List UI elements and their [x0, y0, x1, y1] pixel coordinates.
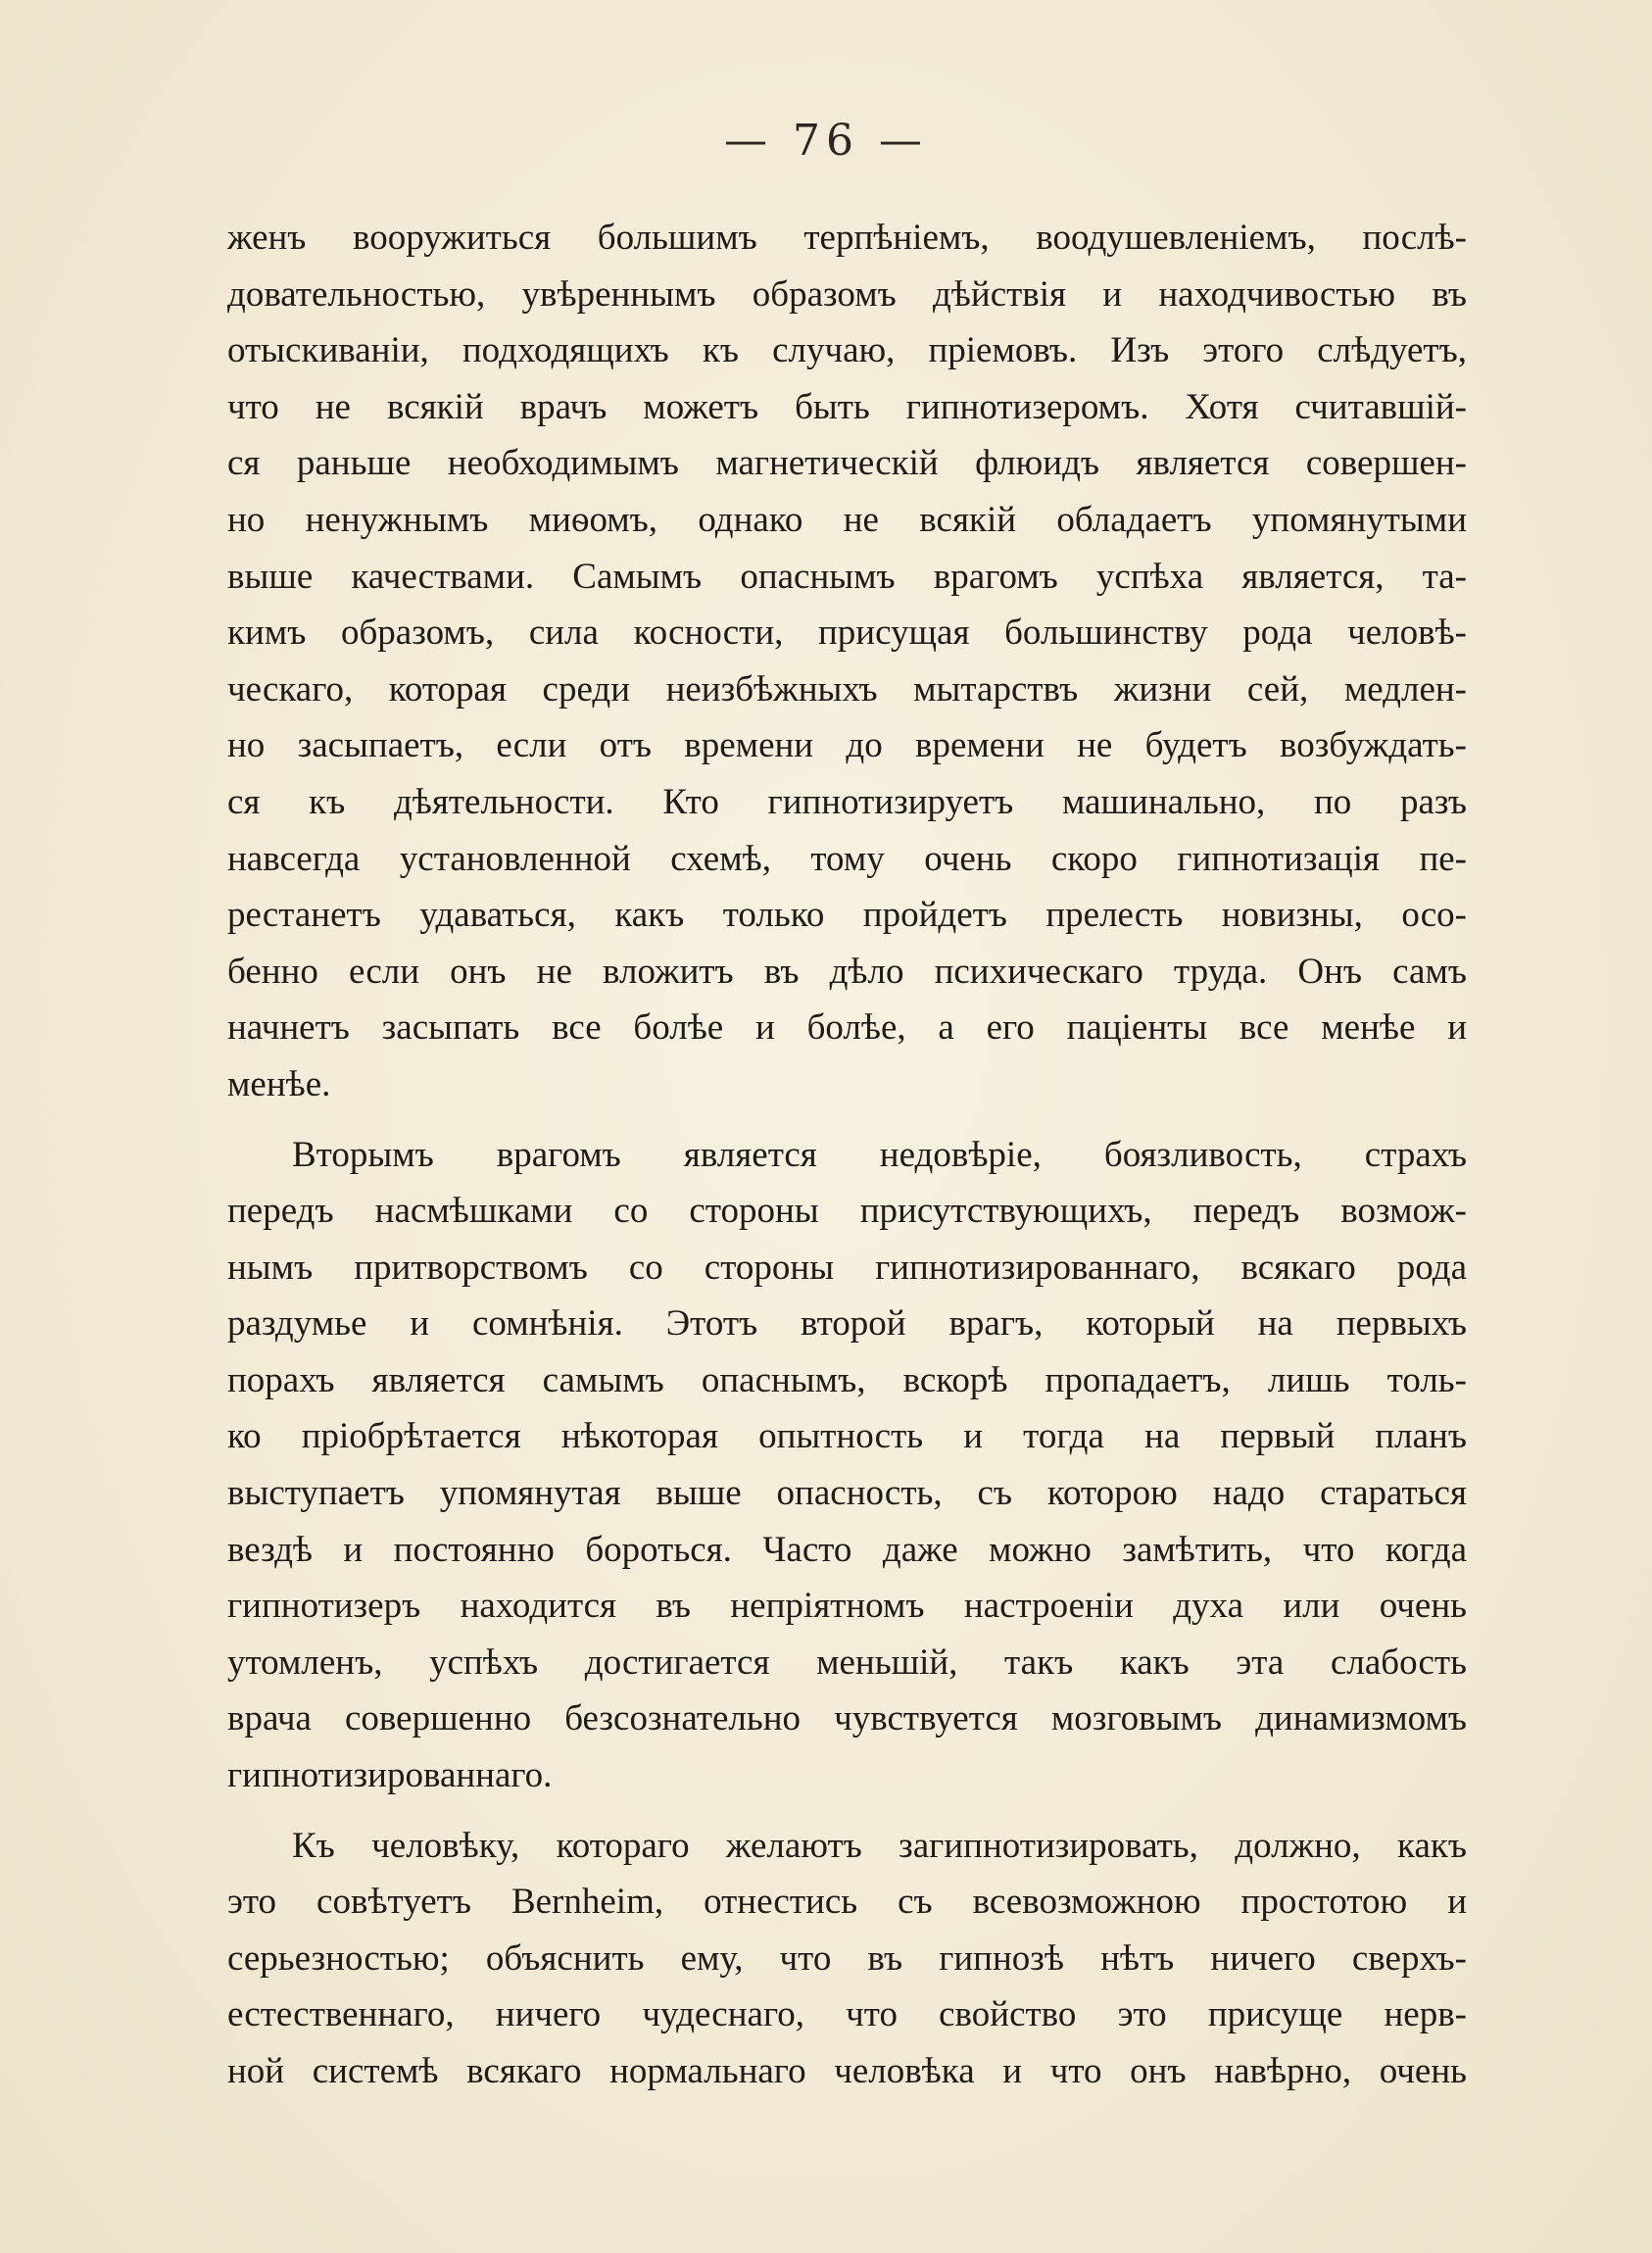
- text-line: женъ вооружиться большимъ терпѣніемъ, воодушевленіемъ, послѣ-: [227, 218, 1467, 258]
- text-line: выступаетъ упомянутая выше опасность, съ которою надо стараться: [227, 1473, 1467, 1514]
- paragraph-3: [227, 1818, 1467, 2100]
- page-number: — 76 —: [724, 116, 928, 166]
- text-line: рестанетъ удаваться, какъ только пройдетъ прелесть новизны, осо-: [227, 895, 1467, 936]
- text-line: серьезностью; объяснить ему, что въ гипнозѣ нѣтъ ничего сверхъ-: [227, 1937, 1467, 1979]
- text-line: ческаго, которая среди неизбѣжныхъ мытарствъ жизни сей, медлен-: [227, 668, 1467, 710]
- page-body-text: [227, 210, 1467, 2100]
- text-line: выше качествами. Самымъ опаснымъ врагомъ успѣха является, та-: [227, 556, 1467, 597]
- text-line: отыскиваніи, подходящихъ къ случаю, пріемовъ. Изъ этого слѣдуетъ,: [227, 330, 1467, 371]
- text-line: Къ человѣку, котораго желаютъ загипнотизировать, должно, какъ: [292, 1825, 1467, 1866]
- text-line: передъ насмѣшками со стороны присутствующихъ, передъ возмож-: [227, 1191, 1467, 1232]
- text-line: но засыпаетъ, если отъ времени до времени не будетъ возбуждать-: [227, 725, 1467, 766]
- text-line: ся раньше необходимымъ магнетическій флюидъ является совершен-: [227, 443, 1467, 484]
- text-line: ко пріобрѣтается нѣкоторая опытность и тогда на первый планъ: [227, 1416, 1467, 1457]
- text-line: ной системѣ всякаго нормальнаго человѣка и что онъ навѣрно, очень: [227, 2051, 1467, 2091]
- paragraph-1: [227, 210, 1467, 1113]
- text-line: кимъ образомъ, сила косности, присущая большинству рода человѣ-: [227, 612, 1467, 654]
- text-line: навсегда установленной схемѣ, тому очень скоро гипнотизація пе-: [227, 838, 1467, 879]
- text-line: гипнотизированнаго.: [227, 1755, 553, 1796]
- text-line: раздумье и сомнѣнія. Этотъ второй врагъ, который на первыхъ: [227, 1303, 1467, 1345]
- text-line: но ненужнымъ миѳомъ, однако не всякій обладаетъ упомянутыми: [227, 499, 1467, 540]
- text-line: утомленъ, успѣхъ достигается меньшій, такъ какъ эта слабость: [227, 1641, 1467, 1683]
- text-line: естественнаго, ничего чудеснаго, что свойство это присуще нерв-: [227, 1994, 1467, 2035]
- text-line: врача совершенно безсознательно чувствуется мозговымъ динамизмомъ: [227, 1698, 1467, 1739]
- text-line: довательностью, увѣреннымъ образомъ дѣйствія и находчивостью въ: [227, 273, 1467, 315]
- text-line: что не всякій врачъ можетъ быть гипнотизеромъ. Хотя считавшій-: [227, 386, 1467, 427]
- text-line: менѣе.: [227, 1063, 331, 1104]
- text-line: Вторымъ врагомъ является недовѣріе, боязливость, страхъ: [292, 1134, 1467, 1175]
- text-line: бенно если онъ не вложитъ въ дѣло психическаго труда. Онъ самъ: [227, 951, 1467, 992]
- text-line: порахъ является самымъ опаснымъ, вскорѣ пропадаетъ, лишь толь-: [227, 1359, 1467, 1400]
- text-line: вездѣ и постоянно бороться. Часто даже можно замѣтить, что когда: [227, 1529, 1467, 1570]
- text-line: начнетъ засыпать все болѣе и болѣе, а его паціенты все менѣе и: [227, 1007, 1467, 1049]
- text-line: это совѣтуетъ Bernheim, отнестись съ всевозможною простотою и: [227, 1882, 1467, 1923]
- paragraph-2: [227, 1127, 1467, 1804]
- text-line: гипнотизеръ находится въ непріятномъ настроеніи духа или очень: [227, 1586, 1467, 1627]
- text-line: нымъ притворствомъ со стороны гипнотизированнаго, всякаго рода: [227, 1247, 1467, 1288]
- text-line: ся къ дѣятельности. Кто гипнотизируетъ машинально, по разъ: [227, 781, 1467, 822]
